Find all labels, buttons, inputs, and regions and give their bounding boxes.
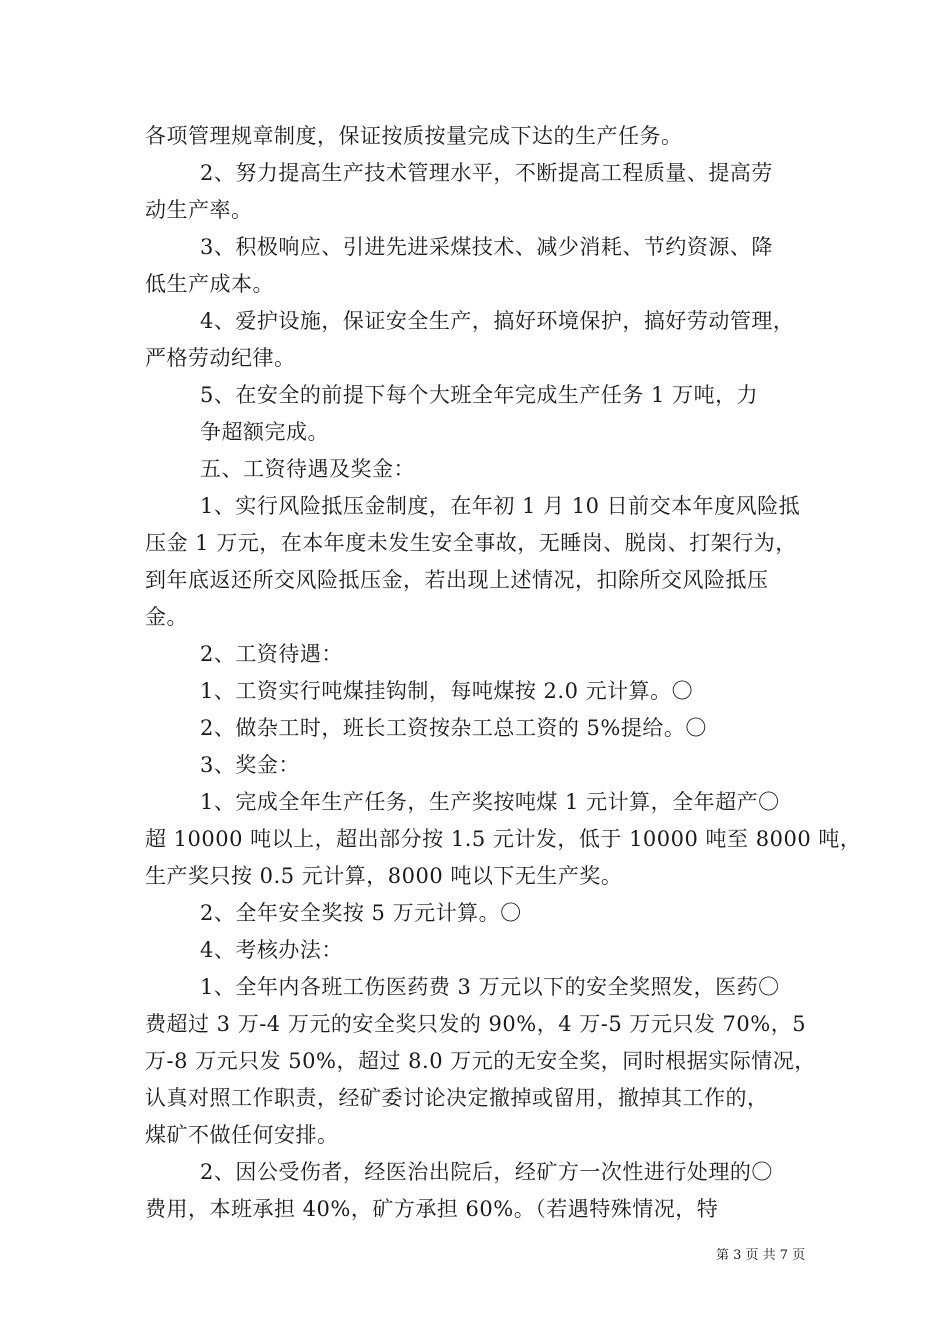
text-line: 5、在安全的前提下每个大班全年完成生产任务 1 万吨，力 [200,383,759,407]
text-line: 1、工资实行吨煤挂钩制，每吨煤按 2.0 元计算。〇 [200,679,694,703]
text-line: 动生产率。 [145,198,253,222]
text-line: 1、实行风险抵压金制度，在年初 1 月 10 日前交本年度风险抵 [200,494,801,518]
text-line: 超 10000 吨以上，超出部分按 1.5 元计发，低于 10000 吨至 8000 吨， [145,827,862,851]
subsection-heading: 3、奖金： [200,753,300,777]
text-line: 费用，本班承担 40%，矿方承担 60%。（若遇特殊情况，特 [145,1197,719,1221]
text-line: 费超过 3 万-4 万元的安全奖只发的 90%，4 万-5 万元只发 70%，5 [145,1012,807,1036]
text-line: 煤矿不做任何安排。 [145,1123,339,1147]
text-line: 3、积极响应、引进先进采煤技术、减少消耗、节约资源、降 [200,235,773,259]
text-line: 严格劳动纪律。 [145,346,296,370]
subsection-heading: 2、工资待遇： [200,642,343,666]
section-heading: 五、工资待遇及奖金： [200,457,415,481]
text-line: 低生产成本。 [145,272,274,296]
text-line: 生产奖只按 0.5 元计算，8000 吨以下无生产奖。 [145,864,623,888]
text-line: 压金 1 万元，在本年度未发生安全事故，无睡岗、脱岗、打架行为， [145,531,797,555]
text-line: 金。 [145,605,188,629]
text-line: 4、爱护设施，保证安全生产，搞好环境保护，搞好劳动管理， [200,309,795,333]
text-line: 到年底返还所交风险抵压金，若出现上述情况，扣除所交风险抵压 [145,568,769,592]
text-line: 2、努力提高生产技术管理水平，不断提高工程质量、提高劳 [200,161,773,185]
text-line: 1、完成全年生产任务，生产奖按吨煤 1 元计算，全年超产〇 [200,790,780,814]
text-line: 1、全年内各班工伤医药费 3 万元以下的安全奖照发，医药〇 [200,975,780,999]
text-line: 各项管理规章制度，保证按质按量完成下达的生产任务。 [145,124,683,148]
subsection-heading: 4、考核办法： [200,938,343,962]
text-line: 2、全年安全奖按 5 万元计算。〇 [200,901,522,925]
page-number-footer: 第 3 页 共 7 页 [716,1248,806,1263]
text-line: 万-8 万元只发 50%，超过 8.0 万元的无安全奖，同时根据实际情况， [145,1049,816,1073]
text-line: 争超额完成。 [200,420,329,444]
text-line: 认真对照工作职责，经矿委讨论决定撤掉或留用，撤掉其工作的， [145,1086,769,1110]
text-line: 2、因公受伤者，经医治出院后，经矿方一次性进行处理的〇 [200,1160,773,1184]
text-line: 2、做杂工时，班长工资按杂工总工资的 5%提给。〇 [200,716,707,740]
